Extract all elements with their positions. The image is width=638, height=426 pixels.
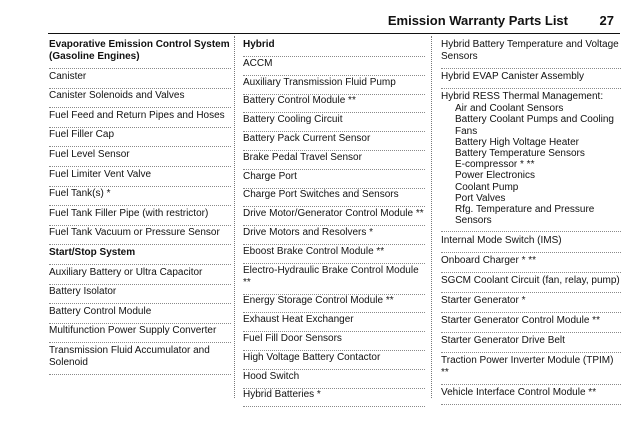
section-heading — [243, 39, 425, 57]
sub-list-item: Coolant Pump — [455, 181, 519, 193]
item-label: Hybrid Battery Temperature and Voltage Sensors — [441, 39, 619, 62]
list-item — [243, 133, 425, 151]
item-label: Eboost Brake Control Module ** — [243, 245, 385, 257]
section-heading — [49, 247, 231, 265]
item-label: Hybrid EVAP Canister Assembly — [441, 71, 585, 83]
list-item — [49, 325, 231, 343]
item-label: Battery Control Module ** — [243, 95, 356, 107]
item-label: Canister Solenoids and Valves — [49, 90, 185, 102]
item-label: Fuel Fill Door Sensors — [243, 332, 342, 344]
item-label: Canister — [49, 70, 87, 82]
item-label: Onboard Charger * ** — [441, 254, 537, 266]
list-item — [243, 371, 425, 389]
list-item — [243, 389, 425, 407]
list-item — [49, 345, 231, 375]
item-label: Hood Switch — [243, 370, 300, 382]
section-heading — [49, 39, 231, 69]
item-label: Battery Cooling Circuit — [243, 114, 343, 126]
list-item — [243, 189, 425, 207]
item-label: Vehicle Interface Control Module ** — [441, 387, 597, 399]
list-item — [243, 246, 425, 264]
list-item — [49, 169, 231, 187]
list-item — [49, 227, 231, 245]
item-label: Battery Control Module — [49, 305, 152, 317]
list-item — [243, 152, 425, 170]
list-item — [49, 267, 231, 285]
list-item — [243, 208, 425, 226]
item-label: Charge Port Switches and Sensors — [243, 189, 399, 201]
sub-list-item: E-compressor * ** — [455, 159, 535, 171]
item-label: Internal Mode Switch (IMS) — [441, 234, 562, 246]
item-label: ACCM — [243, 57, 273, 69]
list-item — [49, 90, 231, 108]
column-divider — [234, 36, 235, 398]
list-item — [243, 95, 425, 113]
item-label: Auxiliary Transmission Fluid Pump — [243, 76, 396, 88]
list-item — [243, 171, 425, 189]
list-item — [441, 39, 621, 69]
item-label: Traction Power Inverter Module (TPIM) ** — [441, 355, 614, 379]
list-item — [243, 114, 425, 132]
item-label: Battery Pack Current Sensor — [243, 132, 371, 144]
item-label: Start/Stop System — [49, 246, 136, 258]
item-label: Exhaust Heat Exchanger — [243, 314, 354, 326]
list-item — [243, 352, 425, 370]
list-item — [49, 188, 231, 206]
sub-list-item: Rfg. Temperature and Pressure Sensors — [455, 204, 595, 227]
item-label: SGCM Coolant Circuit (fan, relay, pump) — [441, 274, 620, 286]
item-label: Evaporative Emission Control System (Gasoline Engines) — [49, 39, 230, 62]
item-label: Fuel Filler Cap — [49, 129, 115, 141]
item-label: Fuel Tank Vacuum or Pressure Sensor — [49, 227, 220, 239]
list-item — [441, 387, 621, 405]
sub-list-item: Port Valves — [455, 192, 506, 204]
sub-list-item: Battery Coolant Pumps and Cooling Fans — [455, 114, 614, 137]
list-item — [441, 255, 621, 273]
item-label: Starter Generator Control Module ** — [441, 314, 600, 326]
sub-list-item: Battery High Voltage Heater — [455, 136, 579, 148]
list-item — [441, 315, 621, 333]
item-label: Brake Pedal Travel Sensor — [243, 151, 362, 163]
item-label: Energy Storage Control Module ** — [243, 295, 394, 307]
sub-list — [441, 103, 621, 226]
sub-list-item: Air and Coolant Sensors — [455, 103, 564, 115]
list-item — [441, 355, 621, 385]
item-label: Drive Motors and Resolvers * — [243, 226, 374, 238]
item-label: Fuel Level Sensor — [49, 148, 130, 160]
item-label: Transmission Fluid Accumulator and Solenoid — [49, 344, 210, 368]
item-label: Hybrid RESS Thermal Management: — [441, 91, 604, 103]
list-item — [49, 306, 231, 324]
item-label: Fuel Tank(s) * — [49, 188, 111, 200]
sub-list-item: Battery Temperature Sensors — [455, 148, 585, 159]
item-label: Auxiliary Battery or Ultra Capacitor — [49, 266, 203, 278]
list-item — [243, 333, 425, 351]
list-item — [441, 295, 621, 313]
page-number: 27 — [599, 13, 614, 28]
item-label: Starter Generator Drive Belt — [441, 334, 565, 346]
list-item — [441, 71, 621, 89]
header-divider — [48, 33, 620, 34]
list-item — [243, 227, 425, 245]
item-label: Starter Generator * — [441, 294, 526, 306]
item-label: Hybrid Batteries * — [243, 389, 321, 401]
list-item — [243, 77, 425, 95]
list-item — [441, 275, 621, 293]
item-label: Drive Motor/Generator Control Module ** — [243, 208, 424, 220]
list-item — [243, 295, 425, 313]
list-item — [243, 58, 425, 76]
column-divider — [431, 36, 432, 398]
list-item — [441, 235, 621, 253]
list-item — [49, 286, 231, 304]
item-label: Hybrid — [243, 39, 275, 50]
item-label: Multifunction Power Supply Converter — [49, 325, 217, 337]
item-label: Fuel Tank Filler Pipe (with restrictor) — [49, 207, 209, 219]
parts-column-3 — [441, 39, 621, 407]
page-header — [0, 0, 638, 36]
list-item — [441, 91, 621, 232]
list-item — [49, 129, 231, 147]
sub-list-item: Power Electronics — [455, 170, 536, 182]
item-label: Electro-Hydraulic Brake Control Module ** — [243, 264, 419, 288]
list-item — [49, 71, 231, 89]
item-label: High Voltage Battery Contactor — [243, 351, 381, 363]
item-label: Battery Isolator — [49, 286, 117, 298]
list-item — [243, 265, 425, 295]
list-item — [441, 335, 621, 353]
item-label: Fuel Limiter Vent Valve — [49, 168, 152, 180]
page-title: Emission Warranty Parts List — [387, 13, 568, 28]
list-item — [49, 149, 231, 167]
item-label: Fuel Feed and Return Pipes and Hoses — [49, 109, 225, 121]
parts-column-2 — [243, 39, 425, 408]
item-label: Charge Port — [243, 170, 297, 182]
list-item — [49, 208, 231, 226]
list-item — [49, 110, 231, 128]
list-item — [243, 314, 425, 332]
parts-column-1 — [49, 39, 231, 377]
